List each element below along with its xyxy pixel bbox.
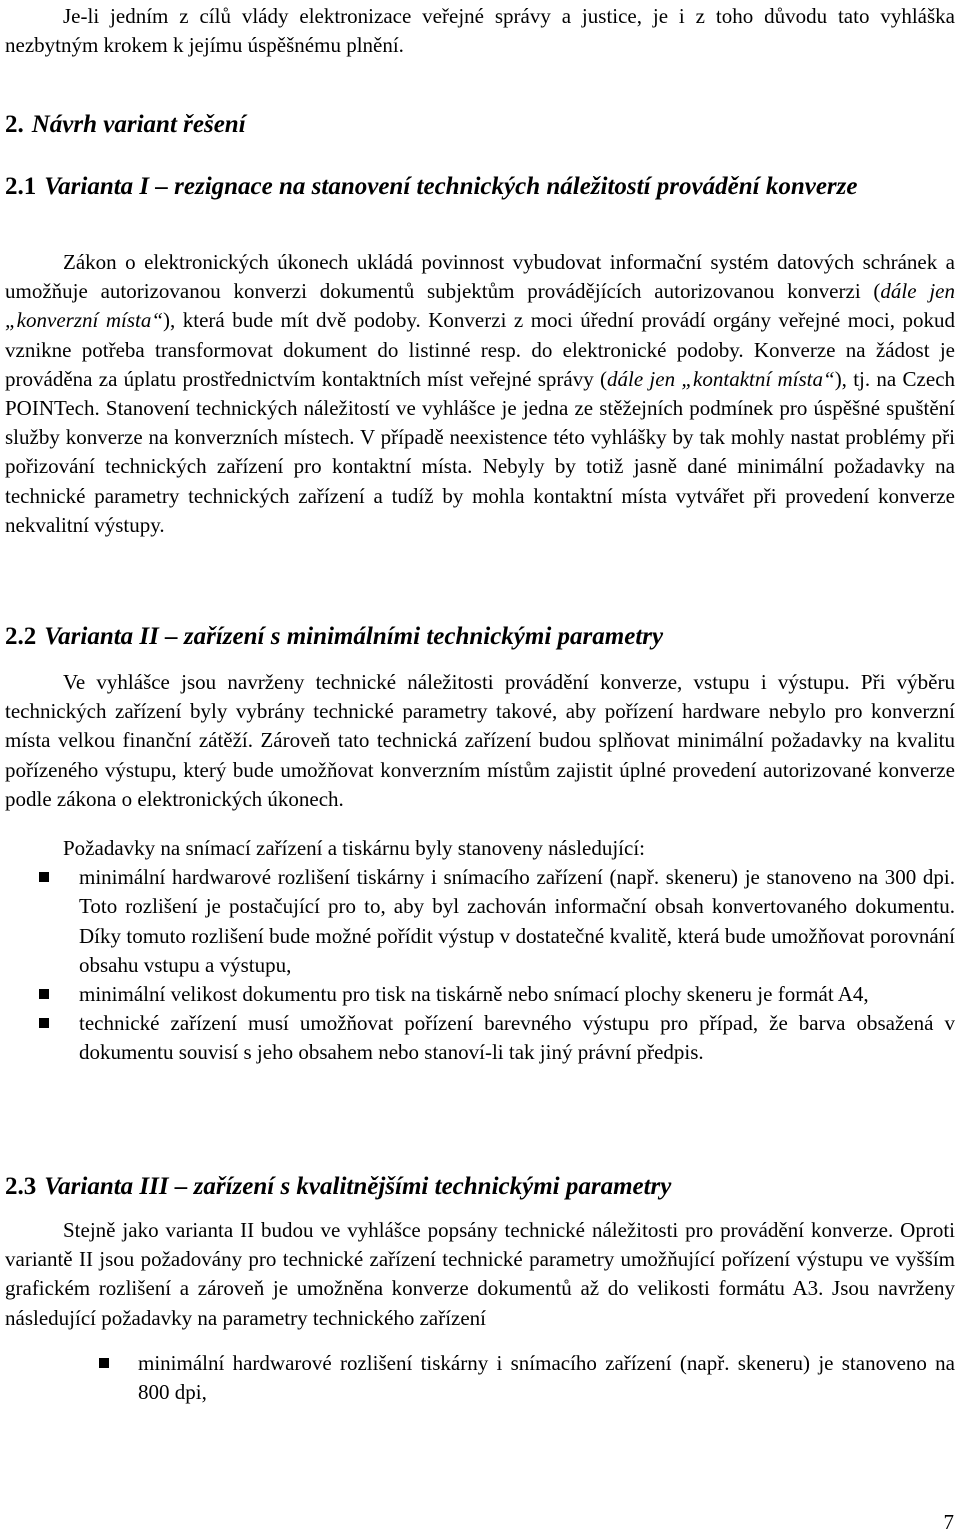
list-item [5,863,955,980]
section-2-3-body [5,1216,955,1407]
heading-2-1-title: Varianta I – rezignace na stanovení technických náležitostí provádění konverze [44,173,858,200]
heading-2-3 [5,1172,955,1202]
text-run-italic: dále jen „kontaktní místa“ [606,366,835,391]
section-2-2-list [5,863,955,1067]
square-bullet-icon [99,1358,109,1368]
heading-2-3-title: Varianta III – zařízení s kvalitnějšími technickými parametry [44,1173,672,1200]
list-item-text: minimální velikost dokumentu pro tisk na tiskárně nebo snímací plochy skeneru je formát A4, [79,982,869,1007]
heading-2-1-number: 2.1 [5,173,37,200]
section-2-2-paragraph-1: Ve vyhlášce jsou navrženy technické náležitosti provádění konverze, vstupu i výstupu. Při výběru technických zařízení byly vybrány technické parametry takové, aby pořízení hardware nebylo pro konverzní místa velkou finanční zátěží. Zároveň tato technická zařízení budou splňovat minimální požadavky na kvalitu pořízeného výstupu, který bude umožňovat konverzním místům zajistit úplné provedení autorizované konverze podle zákona o elektronických úkonech. [5,670,955,811]
intro-text: Je-li jedním z cílů vlády elektronizace veřejné správy a justice, je i z toho důvodu tato vyhláška nezbytným krokem k jejímu úspěšnému plnění. [5,4,955,58]
heading-2-3-number: 2.3 [5,1173,37,1200]
heading-2-2 [5,622,955,652]
section-2-1-body [5,248,955,540]
section-2-3-list [5,1349,955,1407]
page-number: 7 [943,1510,954,1534]
section-2-2-paragraph-2: Požadavky na snímací zařízení a tiskárnu byly stanoveny následující: [63,836,645,861]
list-item [5,1349,955,1407]
section-2-3-paragraph: Stejně jako varianta II budou ve vyhlášce popsány technické náležitosti pro provádění konverze. Oproti variantě II jsou požadovány pro technické zařízení technické parametry umožňující pořízení výstupu ve vyšším grafickém rozlišení a zároveň je umožněna konverze dokumentů až do velikosti formátu A3. Jsou navrženy následující požadavky na parametry technického zařízení [5,1218,955,1330]
section-2-1-paragraph [5,248,955,540]
square-bullet-icon [39,989,49,999]
square-bullet-icon [39,1018,49,1028]
list-item [5,980,955,1009]
square-bullet-icon [39,872,49,882]
text-run: ), tj. na Czech POINTech. Stanovení technických náležitostí ve vyhlášce je jedna ze stěžejních podmínek pro úspěšné spuštění služby konverze na konverzních místech. V případě neexistence této vyhlášky by tak mohly nastat problémy při pořizování technických zařízení pro kontaktní místa. Nebyly by totiž jasně dané minimální požadavky na technické parametry technických zařízení a tudíž by mohla kontaktní místa vytvářet při provedení konverze nekvalitní výstupy. [5,366,956,537]
text-run: ), která bude mít dvě podoby. Konverzi z moci úřední provádí orgány veřejné moci, pokud vznikne potřeba transformovat dokument do listinné resp. do elektronické podoby. Konverze na žádost je prováděna za úplatu prostřednictvím kontaktních míst veřejné správy ( [5,308,955,391]
list-item-text: minimální hardwarové rozlišení tiskárny i snímacího zařízení (např. skeneru) je stanoveno na 800 dpi, [138,1350,955,1405]
section-2-2-body [5,668,955,1068]
list-item [5,1009,955,1067]
heading-2-1 [5,172,955,202]
text-run: Zákon o elektronických úkonech ukládá povinnost vybudovat informační systém datových schránek a umožňuje autorizovanou konverzi dokumentů subjektům provádějících autorizovanou konverzi ( [5,250,955,304]
list-item-text: technické zařízení musí umožňovat pořízení barevného výstupu pro případ, že barva obsažená v dokumentu souvisí s jeho obsahem nebo stanoví-li tak jiný právní předpis. [79,1011,955,1065]
heading-2-2-number: 2.2 [5,623,37,650]
list-item-text: minimální hardwarové rozlišení tiskárny i snímacího zařízení (např. skeneru) je stanoveno na 300 dpi. Toto rozlišení je postačující pro to, aby byl zachován informační obsah konvertovaného dokumentu. Díky tomuto rozlišení bude možné pořídit výstup v dostatečné kvalitě, která bude umožňovat porovnání obsahu vstupu a výstupu, [79,865,955,977]
heading-2-2-title: Varianta II – zařízení s minimálními technickými parametry [44,623,664,650]
intro-paragraph [5,2,955,60]
heading-2 [5,110,955,140]
heading-2-title: Návrh variant řešení [31,111,246,138]
heading-2-number: 2. [5,111,24,138]
text-run-italic: dále jen „konverzní místa“ [5,279,956,333]
